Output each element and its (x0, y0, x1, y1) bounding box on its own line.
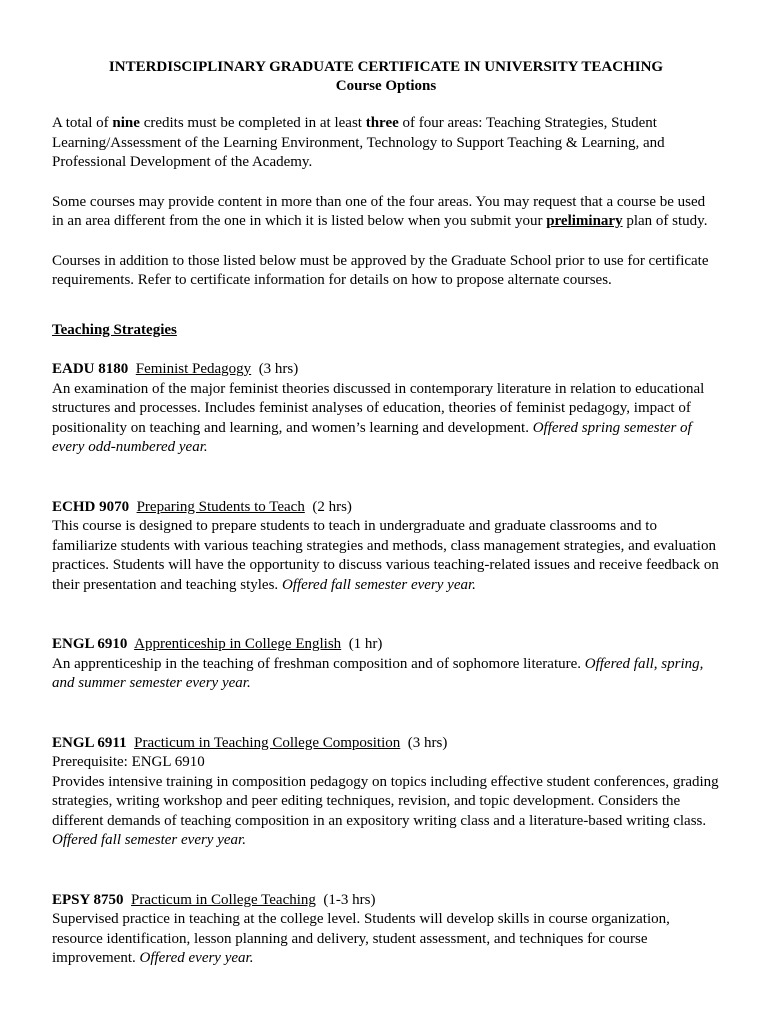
course-title: Feminist Pedagogy (135, 361, 252, 377)
intro-text: of four areas: Teaching Strategies, Student Learning/Assessment of the Learning Environment, Technology to Support Teaching & Learning, and Professional Development of the Academy. (52, 115, 665, 170)
course-description (52, 910, 720, 969)
document-title: INTERDISCIPLINARY GRADUATE CERTIFICATE IN UNIVERSITY TEACHING (108, 59, 664, 75)
course-offered: Offered every year. (139, 950, 254, 966)
course-entry (52, 635, 720, 694)
document-page (52, 58, 720, 1009)
course-code: EADU 8180 (52, 361, 129, 377)
intro-emphasis-preliminary: preliminary (546, 213, 623, 229)
intro-text: A total of (52, 115, 113, 131)
course-hours: (3 hrs) (258, 361, 299, 377)
course-description-text: This course is designed to prepare students to teach in undergraduate and graduate classrooms and to familiarize students with various teaching strategies and methods, class management strategies, and evaluation practices. Students will have the opportunity to discuss various teaching-related issues and receive feedback on their presentation and teaching styles. (52, 518, 719, 593)
intro-text: Some courses may provide content in more than one of the four areas. You may request that a course be used in an area different from the one in which it is listed below when you submit your (52, 193, 706, 229)
intro-text: credits must be completed in at least (139, 115, 366, 131)
intro-emphasis-three: three (365, 115, 399, 131)
intro-paragraph-areas (52, 193, 720, 232)
course-description-text: An examination of the major feminist theories discussed in contemporary literature in relation to educational structures and processes. Includes feminist analyses of education, theories of feminist pedagogy, impact of positionality on teaching and learning, and women’s learning and development. (52, 380, 705, 436)
course-description-text: Supervised practice in teaching at the college level. Students will develop skills in course organization, resource identification, lesson planning and delivery, student assessment, and techniques for course improvement. (52, 911, 670, 966)
course-title: Preparing Students to Teach (136, 498, 305, 515)
course-entry (52, 360, 720, 458)
course-title: Apprenticeship in College English (134, 636, 342, 652)
document-subtitle: Course Options (335, 78, 437, 94)
course-offered: Offered fall semester every year. (281, 576, 476, 593)
course-offered: Offered fall semester every year. (52, 832, 246, 848)
course-header (52, 891, 720, 911)
course-code: EPSY 8750 (52, 891, 124, 908)
intro-text: plan of study. (622, 213, 708, 229)
course-prerequisite: Prerequisite: ENGL 6910 (52, 754, 205, 770)
course-header (52, 360, 720, 380)
course-description (52, 773, 720, 851)
course-entry (52, 891, 720, 969)
intro-paragraph-credits (52, 114, 720, 173)
course-description-text: An apprenticeship in the teaching of freshman composition and of sophomore literature. (52, 655, 582, 672)
course-code: ENGL 6911 (52, 734, 127, 751)
course-header (52, 498, 720, 518)
intro-emphasis-nine: nine (112, 115, 140, 131)
course-hours: (1 hr) (348, 636, 383, 652)
course-header (52, 635, 720, 655)
course-title: Practicum in Teaching College Composition (134, 734, 401, 751)
course-description-text: Provides intensive training in composition pedagogy on topics including effective student conferences, grading strategies, writing workshop and peer editing techniques, revision, and topic development. Considers the different demands of teaching composition in an expository writing class and a literature-based writing class. (52, 773, 719, 829)
course-code: ECHD 9070 (52, 498, 130, 515)
section-heading-teaching-strategies: Teaching Strategies (52, 321, 177, 338)
course-hours: (1-3 hrs) (323, 891, 376, 908)
course-code: ENGL 6910 (52, 636, 128, 652)
course-title: Practicum in College Teaching (131, 891, 316, 908)
course-description (52, 655, 720, 694)
course-offered: Offered fall, spring, and summer semester every year. (52, 655, 704, 691)
course-description (52, 517, 720, 595)
course-header (52, 734, 720, 754)
intro-paragraph-approval: Courses in addition to those listed below must be approved by the Graduate School prior to use for certificate requirements. Refer to certificate information for details on how to propose alternate courses. (52, 252, 709, 288)
course-hours: (3 hrs) (407, 734, 448, 751)
course-entry (52, 734, 720, 851)
course-entry (52, 498, 720, 596)
course-hours: (2 hrs) (312, 498, 352, 515)
course-description (52, 380, 720, 458)
course-offered: Offered spring semester of every odd-numbered year. (52, 419, 692, 455)
